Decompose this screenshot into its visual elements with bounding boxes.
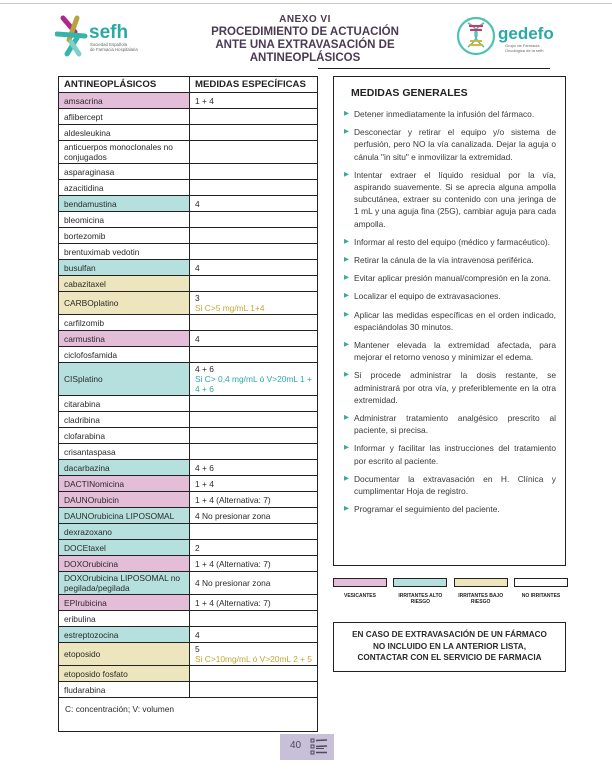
triangle-bullet-icon: ▶ [344,371,349,379]
drug-name: estreptozocina [59,627,190,643]
drug-name: amsacrina [59,93,190,109]
measure-text: Localizar el equipo de extravasaciones. [354,291,501,302]
table-row [59,196,318,212]
drug-name: CARBOplatino [59,292,190,315]
general-measures-title: MEDIDAS GENERALES [351,87,468,99]
gedefo-logo [456,13,568,59]
legend-label: IRRITANTES BAJO RIESGO [458,593,504,605]
list-item [344,169,556,230]
notice-line-1: EN CASO DE EXTRAVASACIÓN DE UN FÁRMACO [352,630,547,639]
legend-label: NO IRRITANTES [521,593,561,599]
general-measures-list [344,108,556,515]
specific-measure [190,643,318,666]
specific-measure [190,666,318,682]
drug-name: EPIrubicina [59,595,190,611]
page-number: 40 [290,740,302,751]
specific-measure [190,109,318,125]
table-row [59,540,318,556]
legend-swatch [393,578,447,587]
table-row [59,524,318,540]
measure-value: 1 + 4 [195,95,214,106]
drug-name: dexrazoxano [59,524,190,540]
measure-text: Retirar la cánula de la vía intravenosa periférica. [354,255,534,266]
triangle-bullet-icon: ▶ [344,237,349,245]
legend-swatch [454,578,508,587]
specific-measure [190,363,318,396]
list-item [344,369,556,406]
measure-condition-note: Si C>10mg/mL ó V>20mL 2 + 5 [195,654,312,664]
specific-measure [190,180,318,196]
svg-text:Oncológica de la sefh: Oncológica de la sefh [505,48,544,53]
antineoplastics-table [58,76,318,732]
triangle-bullet-icon: ▶ [344,256,349,264]
legend-swatch [333,578,387,587]
measure-text: Administrar tratamiento analgésico prescrito al paciente, si precisa. [354,413,556,436]
specific-measure [190,556,318,572]
drug-name: brentuximab vedotin [59,244,190,260]
drug-name: carmustina [59,331,190,347]
specific-measure [190,476,318,492]
specific-measure [190,572,318,595]
specific-measure [190,212,318,228]
specific-measure [190,260,318,276]
table-row [59,228,318,244]
list-item [344,108,556,120]
specific-measure [190,93,318,109]
checklist-icon [310,737,330,757]
measure-value: 2 [195,542,200,553]
drug-name: citarabina [59,396,190,412]
title-line-2: ANTE UNA EXTRAVASACIÓN DE ANTINEOPLÁSICOS [215,39,395,64]
table-row [59,347,318,363]
contact-pharmacy-notice [333,622,566,672]
specific-measure [190,125,318,141]
legend-label: VESICANTES [344,593,376,599]
column-header-measures: MEDIDAS ESPECÍFICAS [190,77,318,93]
table-row [59,141,318,164]
table-row [59,396,318,412]
table-body [59,93,318,698]
drug-name: crisantaspasa [59,444,190,460]
specific-measure [190,492,318,508]
sefh-logo [55,14,155,58]
list-item [344,339,556,363]
risk-legend [333,578,568,605]
list-item [344,126,556,163]
drug-name: bortezomib [59,228,190,244]
drug-name: busulfan [59,260,190,276]
triangle-bullet-icon: ▶ [344,414,349,422]
measure-text: Documentar la extravasación en H. Clínica y cumplimentar Hoja de registro. [354,473,556,497]
legend-swatch [514,578,568,587]
sefh-wordmark: sefh [89,22,129,43]
table-row [59,180,318,196]
triangle-bullet-icon: ▶ [344,310,349,318]
drug-name: DACTINomicina [59,476,190,492]
table-row [59,363,318,396]
measure-value: 1 + 4 (Alternativa: 7) [195,597,271,608]
measure-value: 1 + 4 [195,478,214,489]
specific-measure [190,412,318,428]
measure-value: 1 + 4 (Alternativa: 7) [195,494,271,505]
list-item [344,309,556,333]
page-number-tag [280,734,334,760]
column-header-drug: ANTINEOPLÁSICOS [59,77,190,93]
table-footnote-row [59,698,318,732]
list-item [344,412,556,436]
drug-name: eribulina [59,611,190,627]
specific-measure [190,292,318,315]
drug-name: cabazitaxel [59,276,190,292]
measure-value: 4 [195,333,200,344]
drug-name: ciclofosfamida [59,347,190,363]
list-item [344,236,556,248]
specific-measure [190,244,318,260]
measure-value: 1 + 4 (Alternativa: 7) [195,558,271,569]
drug-name: cladribina [59,412,190,428]
specific-measure [190,627,318,643]
drug-name: fludarabina [59,682,190,698]
measure-text: Evitar aplicar presión manual/compresión en la zona. [354,273,551,284]
measure-value: 4 [195,198,200,209]
measure-text: Informar al resto del equipo (médico y farmacéutico). [354,236,550,247]
drug-name: aflibercept [59,109,190,125]
table-row [59,212,318,228]
specific-measure [190,228,318,244]
measure-text: Aplicar las medidas específicas en el orden indicado, espaciándolas 30 minutos. [354,309,556,332]
table-row [59,460,318,476]
table-row [59,125,318,141]
svg-text:Sociedad Española: Sociedad Española [90,42,128,47]
table-row [59,666,318,682]
table-row [59,315,318,331]
legend-label: IRRITANTES ALTO RIESGO [398,593,443,605]
drug-name: DOXOrubicina [59,556,190,572]
drug-name: DOXOrubicina LIPOSOMAL no pegilada/pegilada [59,572,190,595]
specific-measure [190,540,318,556]
measure-value: 4 [195,262,200,273]
legend-item-no [514,578,568,605]
legend-item-alto [393,578,447,605]
measure-text: Programar el seguimiento del paciente. [354,504,500,515]
triangle-bullet-icon: ▶ [344,110,349,117]
specific-measure [190,347,318,363]
triangle-bullet-icon: ▶ [344,274,349,282]
measure-text: Si procede administrar la dosis restante, se administrará por otra vía, y preferiblemente en la otra extremidad. [354,370,556,405]
svg-text:Grupo de Farmacia: Grupo de Farmacia [505,43,540,48]
drug-name: carfilzomib [59,315,190,331]
drug-name: azacitidina [59,180,190,196]
specific-measure [190,682,318,698]
svg-text:de Farmacia Hospitalaria: de Farmacia Hospitalaria [90,47,138,52]
table-row [59,682,318,698]
measure-condition-note: Si C>5 mg/mL 1+4 [195,303,265,313]
table-row [59,627,318,643]
specific-measure [190,595,318,611]
notice-line-3: CONTACTAR CON EL SERVICIO DE FARMACIA [357,653,542,662]
measure-text: Detener inmediatamente la infusión del fármaco. [354,109,535,119]
measure-value: 5 [195,644,200,654]
table-row [59,643,318,666]
drug-name: DAUNOrubicin [59,492,190,508]
table-row [59,428,318,444]
specific-measure [190,508,318,524]
measure-value: 4 No presionar zona [195,510,271,521]
table-row [59,244,318,260]
measure-text: Desconectar y retirar el equipo y/o sistema de perfusión, pero NO la vía canalizada. Dejar la aguja o cánula "in situ" e inmovilizar la extremidad. [354,127,556,162]
drug-name: CISplatino [59,363,190,396]
triangle-bullet-icon: ▶ [344,474,349,482]
table-row [59,611,318,627]
specific-measure [190,196,318,212]
title-line-1: PROCEDIMIENTO DE ACTUACIÓN [211,26,399,38]
legend-item-bajo [454,578,508,605]
specific-measure [190,396,318,412]
table-row [59,109,318,125]
drug-name: etoposido fosfato [59,666,190,682]
specific-measure [190,164,318,180]
table-row [59,492,318,508]
annex-label: ANEXO VI [279,14,331,25]
header-rule [318,68,550,69]
measure-text: Informar y facilitar las instrucciones del tratamiento por escrito al paciente. [354,443,556,466]
specific-measure [190,428,318,444]
top-rule [0,3,612,4]
specific-measure [190,460,318,476]
triangle-bullet-icon: ▶ [344,170,349,178]
table-row [59,572,318,595]
table-row [59,276,318,292]
sefh-logo-mark-icon [55,14,155,58]
measure-value: 4 No presionar zona [195,578,271,588]
measure-value: 3 [195,293,200,303]
drug-name: DAUNOrubicina LIPOSOMAL [59,508,190,524]
measure-value: 4 + 6 [195,462,214,473]
list-item [344,503,556,515]
table-row [59,164,318,180]
specific-measure [190,611,318,627]
measure-text: Intentar extraer el líquido residual por la vía, aspirando suavemente. Si se aprecia alguna ampolla subcutánea, extraer su contenido con una jeringa de 1 mL y una aguja fina (25G), cambiar aguja para cada ampolla. [354,169,556,229]
general-measures-box [333,76,566,566]
triangle-bullet-icon: ▶ [344,505,349,513]
measure-value: 4 [195,629,200,640]
table-row [59,595,318,611]
list-item [344,473,556,497]
table-header-row [59,77,318,93]
triangle-bullet-icon: ▶ [344,444,349,452]
table-row [59,412,318,428]
page-title [160,14,450,65]
table-footnote: C: concentración; V: volumen [59,698,318,732]
list-item [344,272,556,284]
list-item [344,290,556,302]
drug-name: DOCEtaxel [59,540,190,556]
drug-name: asparaginasa [59,164,190,180]
list-item [344,442,556,466]
table-row [59,292,318,315]
measure-text: Mantener elevada la extremidad afectada, para mejorar el retorno venoso y minimizar el edema. [354,340,556,363]
drug-name: bendamustina [59,196,190,212]
table-row [59,556,318,572]
drug-name: clofarabina [59,428,190,444]
list-item [344,254,556,266]
drug-name: anticuerpos monoclonales no conjugados [59,141,190,164]
table-row [59,508,318,524]
measure-condition-note: Si C> 0,4 mg/mL ó V>20mL 1 + 4 + 6 [195,374,312,394]
table-row [59,260,318,276]
table-row [59,476,318,492]
triangle-bullet-icon: ▶ [344,292,349,300]
drug-name: etoposido [59,643,190,666]
specific-measure [190,276,318,292]
notice-line-2: NO INCLUIDO EN LA ANTERIOR LISTA, [373,641,526,651]
triangle-bullet-icon: ▶ [344,341,349,349]
drug-name: aldesleukina [59,125,190,141]
table-row [59,444,318,460]
gedefo-wordmark: gedefo [498,24,554,43]
triangle-bullet-icon: ▶ [344,128,349,136]
drug-name: bleomicina [59,212,190,228]
specific-measure [190,524,318,540]
drug-name: dacarbazina [59,460,190,476]
specific-measure [190,331,318,347]
legend-item-vesicante [333,578,387,605]
specific-measure [190,444,318,460]
specific-measure [190,141,318,164]
gedefo-dna-icon [456,13,568,59]
table-row [59,93,318,109]
specific-measure [190,315,318,331]
measure-value: 4 + 6 [195,364,214,374]
table-row [59,331,318,347]
